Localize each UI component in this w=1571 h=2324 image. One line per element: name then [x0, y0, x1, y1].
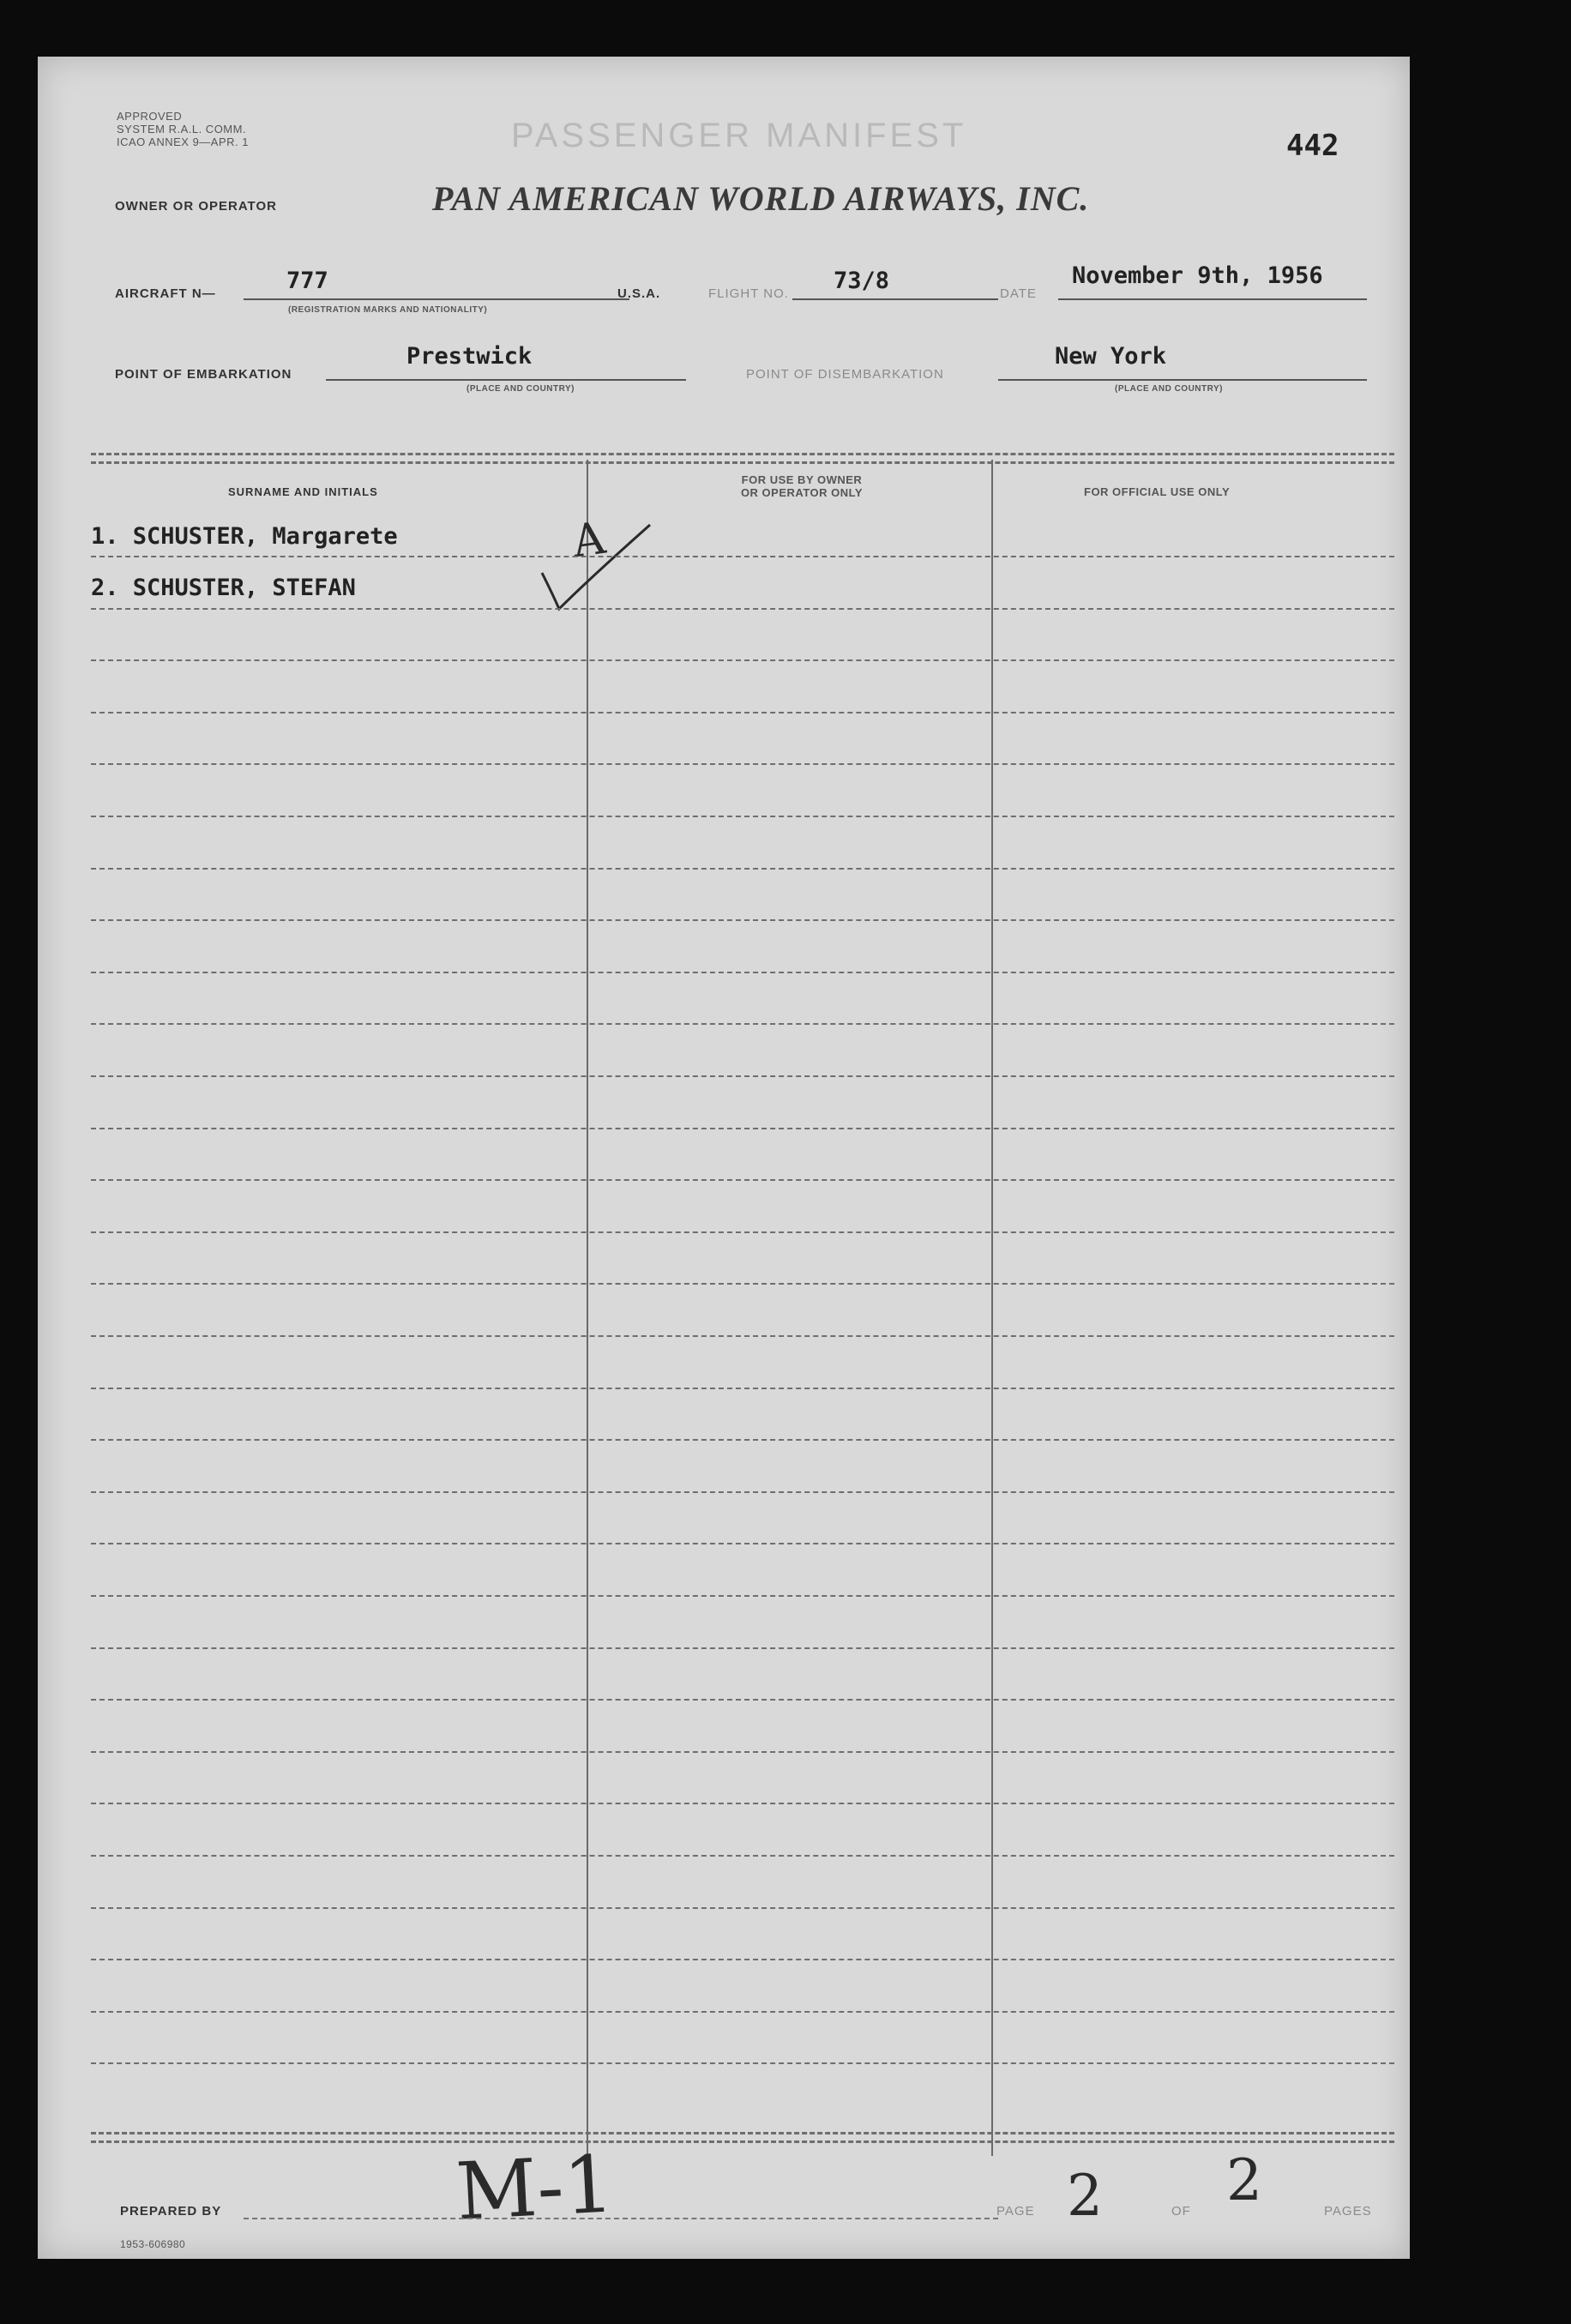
row-rule	[91, 763, 1394, 765]
disembarkation-sublabel: (PLACE AND COUNTRY)	[1115, 384, 1223, 394]
approval-line: ICAO ANNEX 9—APR. 1	[117, 135, 249, 148]
row-rule	[91, 1907, 1394, 1909]
manifest-sheet	[38, 57, 1410, 2259]
row-rule	[91, 2011, 1394, 2013]
company-name: PAN AMERICAN WORLD AIRWAYS, INC.	[432, 179, 1090, 218]
row-rule	[91, 659, 1394, 661]
aircraft-underline	[244, 298, 629, 300]
row-rule	[91, 1647, 1394, 1649]
embarkation-label: POINT OF EMBARKATION	[115, 367, 292, 382]
pages-label: PAGES	[1324, 2204, 1372, 2219]
row-rule	[91, 1075, 1394, 1077]
column-header-owner-line1: FOR USE BY OWNER	[741, 473, 863, 486]
row-rule	[91, 1959, 1394, 1960]
header-rule	[91, 461, 1394, 464]
country-label: U.S.A.	[617, 286, 661, 301]
form-code: 1953-606980	[120, 2238, 186, 2250]
row-rule	[91, 1128, 1394, 1129]
row-rule	[91, 972, 1394, 973]
column-divider	[587, 460, 588, 2156]
passenger-number: 1.	[91, 523, 119, 550]
row-rule	[91, 1595, 1394, 1597]
approval-line: APPROVED	[117, 110, 183, 123]
column-header-names: SURNAME AND INITIALS	[228, 485, 378, 498]
row-rule	[91, 1179, 1394, 1181]
page-number: 442	[1286, 129, 1339, 163]
row-rule	[91, 608, 1394, 610]
embarkation-value: Prestwick	[406, 343, 533, 370]
passenger-name: SCHUSTER, Margarete	[132, 523, 398, 550]
date-underline	[1058, 298, 1367, 300]
date-value: November 9th, 1956	[1072, 262, 1323, 289]
handwritten-letter: A	[569, 512, 609, 569]
header-rule	[91, 453, 1394, 455]
embarkation-sublabel: (PLACE AND COUNTRY)	[466, 384, 575, 394]
aircraft-label: AIRCRAFT N—	[115, 286, 216, 301]
flight-label: FLIGHT NO.	[708, 286, 789, 301]
row-rule	[91, 868, 1394, 870]
footer-rule	[91, 2140, 1394, 2143]
row-rule	[91, 1335, 1394, 1337]
column-header-owner-line2: OR OPERATOR ONLY	[740, 486, 864, 499]
row-rule	[91, 1543, 1394, 1544]
passenger-name: SCHUSTER, STEFAN	[132, 575, 356, 601]
passenger-number: 2.	[91, 575, 119, 601]
row-rule	[91, 1231, 1394, 1233]
row-rule	[91, 1023, 1394, 1025]
row-rule	[91, 1439, 1394, 1441]
row-rule	[91, 919, 1394, 921]
approval-line: SYSTEM R.A.L. COMM.	[117, 123, 247, 135]
date-label: DATE	[1000, 286, 1037, 301]
row-rule	[91, 712, 1394, 713]
row-rule	[91, 1855, 1394, 1857]
passenger-row	[91, 523, 398, 550]
row-rule	[91, 2062, 1394, 2064]
row-rule	[91, 1751, 1394, 1753]
disembarkation-value: New York	[1055, 343, 1167, 370]
flight-value: 73/8	[834, 268, 890, 294]
aircraft-sublabel: (REGISTRATION MARKS AND NATIONALITY)	[288, 305, 488, 315]
column-header-owner	[695, 473, 909, 499]
prepared-by-underline	[244, 2218, 998, 2219]
prepared-by-label: PREPARED BY	[120, 2204, 222, 2219]
row-rule	[91, 1803, 1394, 1804]
row-rule	[91, 816, 1394, 817]
handwritten-code: M-1	[454, 2138, 617, 2238]
disembarkation-label: POINT OF DISEMBARKATION	[746, 367, 944, 382]
column-header-official: FOR OFFICIAL USE ONLY	[1084, 485, 1231, 498]
row-rule	[91, 1699, 1394, 1701]
approval-stamp	[117, 110, 249, 148]
row-rule	[91, 1491, 1394, 1493]
handwritten-page-total: 2	[1226, 2147, 1262, 2213]
page-label: PAGE	[996, 2204, 1035, 2219]
row-rule	[91, 556, 1394, 557]
aircraft-value: 777	[286, 268, 328, 294]
column-divider	[991, 460, 993, 2156]
check-mark-icon	[537, 520, 657, 614]
row-rule	[91, 1283, 1394, 1285]
footer-rule	[91, 2132, 1394, 2134]
owner-label: OWNER OR OPERATOR	[115, 199, 277, 214]
of-label: OF	[1171, 2204, 1191, 2219]
embarkation-underline	[326, 379, 686, 381]
handwritten-page-current: 2	[1067, 2163, 1103, 2229]
row-rule	[91, 1388, 1394, 1389]
flight-underline	[792, 298, 998, 300]
form-title: PASSENGER MANIFEST	[511, 117, 967, 154]
passenger-row	[91, 575, 356, 601]
disembarkation-underline	[998, 379, 1367, 381]
